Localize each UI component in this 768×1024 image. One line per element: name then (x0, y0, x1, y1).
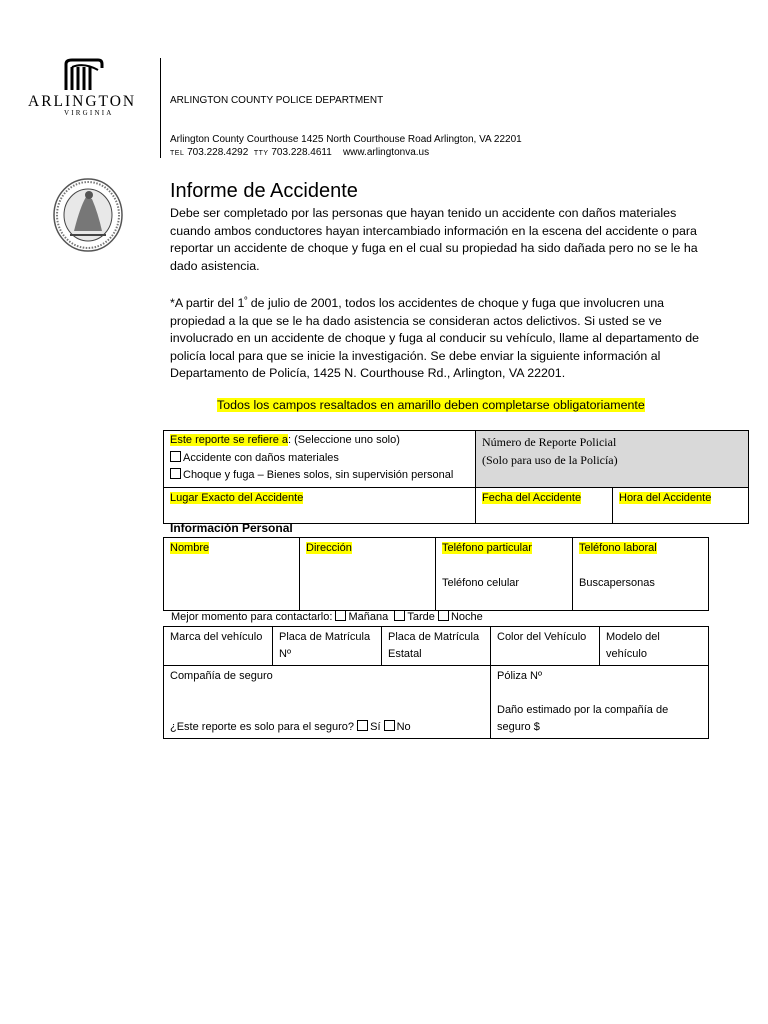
insurance-only-question: ¿Este reporte es solo para el seguro? Sí No (170, 721, 411, 733)
logo-name: ARLINGTON (28, 93, 137, 110)
department-name: ARLINGTON COUNTY POLICE DEPARTMENT (170, 95, 384, 106)
morning-label: Mañana (348, 611, 389, 623)
county-seal-icon (52, 177, 124, 253)
accident-location-field[interactable]: Lugar Exacto del Accidente (164, 487, 476, 523)
police-report-number-cell (476, 431, 749, 488)
yes-label: Sí (370, 721, 381, 733)
police-report-number-label: Número de Reporte Policial (482, 435, 617, 449)
vehicle-color-field[interactable]: Color del Vehículo (491, 627, 600, 666)
required-fields-note: Todos los campos resaltados en amarillo deben completarse obligatoriamente (217, 398, 645, 412)
afternoon-label: Tarde (407, 611, 435, 623)
insurance-company-cell[interactable] (164, 666, 491, 739)
intro-paragraph: Debe ser completado por las personas que hayan tenido un accidente con daños materiales cuando ambos conductores hayan intercambiado información en la escena del accidente o para reportar un accidente de choque y fuga en el cual su propiedad ha sido dañada pero no se le ha dado asistencia. (170, 206, 698, 273)
report-type-table (163, 430, 749, 524)
hit-and-run-checkbox[interactable] (170, 468, 181, 479)
page-title: Informe de Accidente (170, 180, 358, 202)
header-divider (160, 58, 161, 158)
logo-subtitle: VIRGINIA (64, 109, 114, 117)
personal-info-table (163, 537, 709, 611)
insurance-company-label: Compañía de seguro (170, 670, 273, 682)
cell-phone-label: Teléfono celular (442, 577, 520, 589)
property-damage-label: Accidente con daños materiales (183, 451, 339, 464)
state-plate-field[interactable]: Placa de Matrícula Estatal (382, 627, 491, 666)
best-contact-time (171, 610, 483, 623)
night-checkbox[interactable] (438, 610, 449, 621)
vehicle-model-field[interactable]: Modelo del vehículo (600, 627, 709, 666)
department-contact (170, 147, 429, 158)
website-link[interactable]: www.arlingtonva.us (342, 147, 430, 158)
estimated-damage-label: Daño estimado por la compañía de seguro $ (497, 704, 669, 733)
arlington-logo-icon (60, 58, 104, 92)
hit-and-run-paragraph: *A partir del $1^º$ de julio de 2001, todos los accidentes de choque y fuga que involucren una propiedad a la que se le ha dado asistencia se consideran actos delictivos. Si usted se ve involucrado en un accidente de choque y fuga al conducir su vehículo, llame al departamento de policía local para que se inicie la investigación. Se debe enviar la siguiente información al Departamento de Policía, 1425 N. Courthouse Rd., Arlington, VA 22201. (170, 295, 700, 381)
work-phone-label: Teléfono laboral (579, 542, 657, 554)
vehicle-info-table (163, 626, 709, 739)
property-damage-checkbox[interactable] (170, 451, 181, 462)
policy-cell[interactable] (491, 666, 709, 739)
tty-number: 703.228.4611 (271, 147, 332, 158)
report-type-label: Este reporte se refiere a (170, 434, 289, 446)
tel-number: 703.228.4292 (187, 147, 249, 158)
address-field[interactable]: Dirección (300, 538, 436, 611)
name-field[interactable]: Nombre (164, 538, 300, 611)
insurance-yes-checkbox[interactable] (357, 720, 368, 731)
morning-checkbox[interactable] (335, 610, 346, 621)
hit-and-run-label: Choque y fuga – Bienes solos, sin supervisión personal (183, 469, 454, 481)
tty-label: TTY (253, 150, 269, 157)
vehicle-make-field[interactable]: Marca del vehículo (164, 627, 273, 666)
policy-number-label: Póliza Nº (497, 670, 542, 682)
night-label: Noche (450, 611, 483, 623)
work-phone-cell[interactable] (573, 538, 709, 611)
phone-cell[interactable] (436, 538, 573, 611)
police-only-label: (Solo para uso de la Policía) (482, 453, 618, 467)
accident-date-field[interactable]: Fecha del Accidente (476, 487, 613, 523)
pager-label: Buscapersonas (579, 577, 655, 589)
tel-label: TEL (170, 150, 185, 157)
department-address: Arlington County Courthouse 1425 North Courthouse Road Arlington, VA 22201 (170, 134, 522, 145)
insurance-no-checkbox[interactable] (384, 720, 395, 731)
home-phone-label: Teléfono particular (442, 542, 532, 554)
report-type-cell: Este reporte se refiere a: (Seleccione uno solo) Accidente con daños materiales Choque y fuga – Bienes solos, sin supervisión personal (164, 431, 476, 488)
afternoon-checkbox[interactable] (394, 610, 405, 621)
contact-time-label: Mejor momento para contactarlo: (171, 611, 333, 623)
personal-info-heading: Información Personal (170, 521, 293, 535)
plate-number-field[interactable]: Placa de Matrícula Nº (273, 627, 382, 666)
no-label: No (396, 721, 411, 733)
accident-time-field[interactable]: Hora del Accidente (613, 487, 749, 523)
